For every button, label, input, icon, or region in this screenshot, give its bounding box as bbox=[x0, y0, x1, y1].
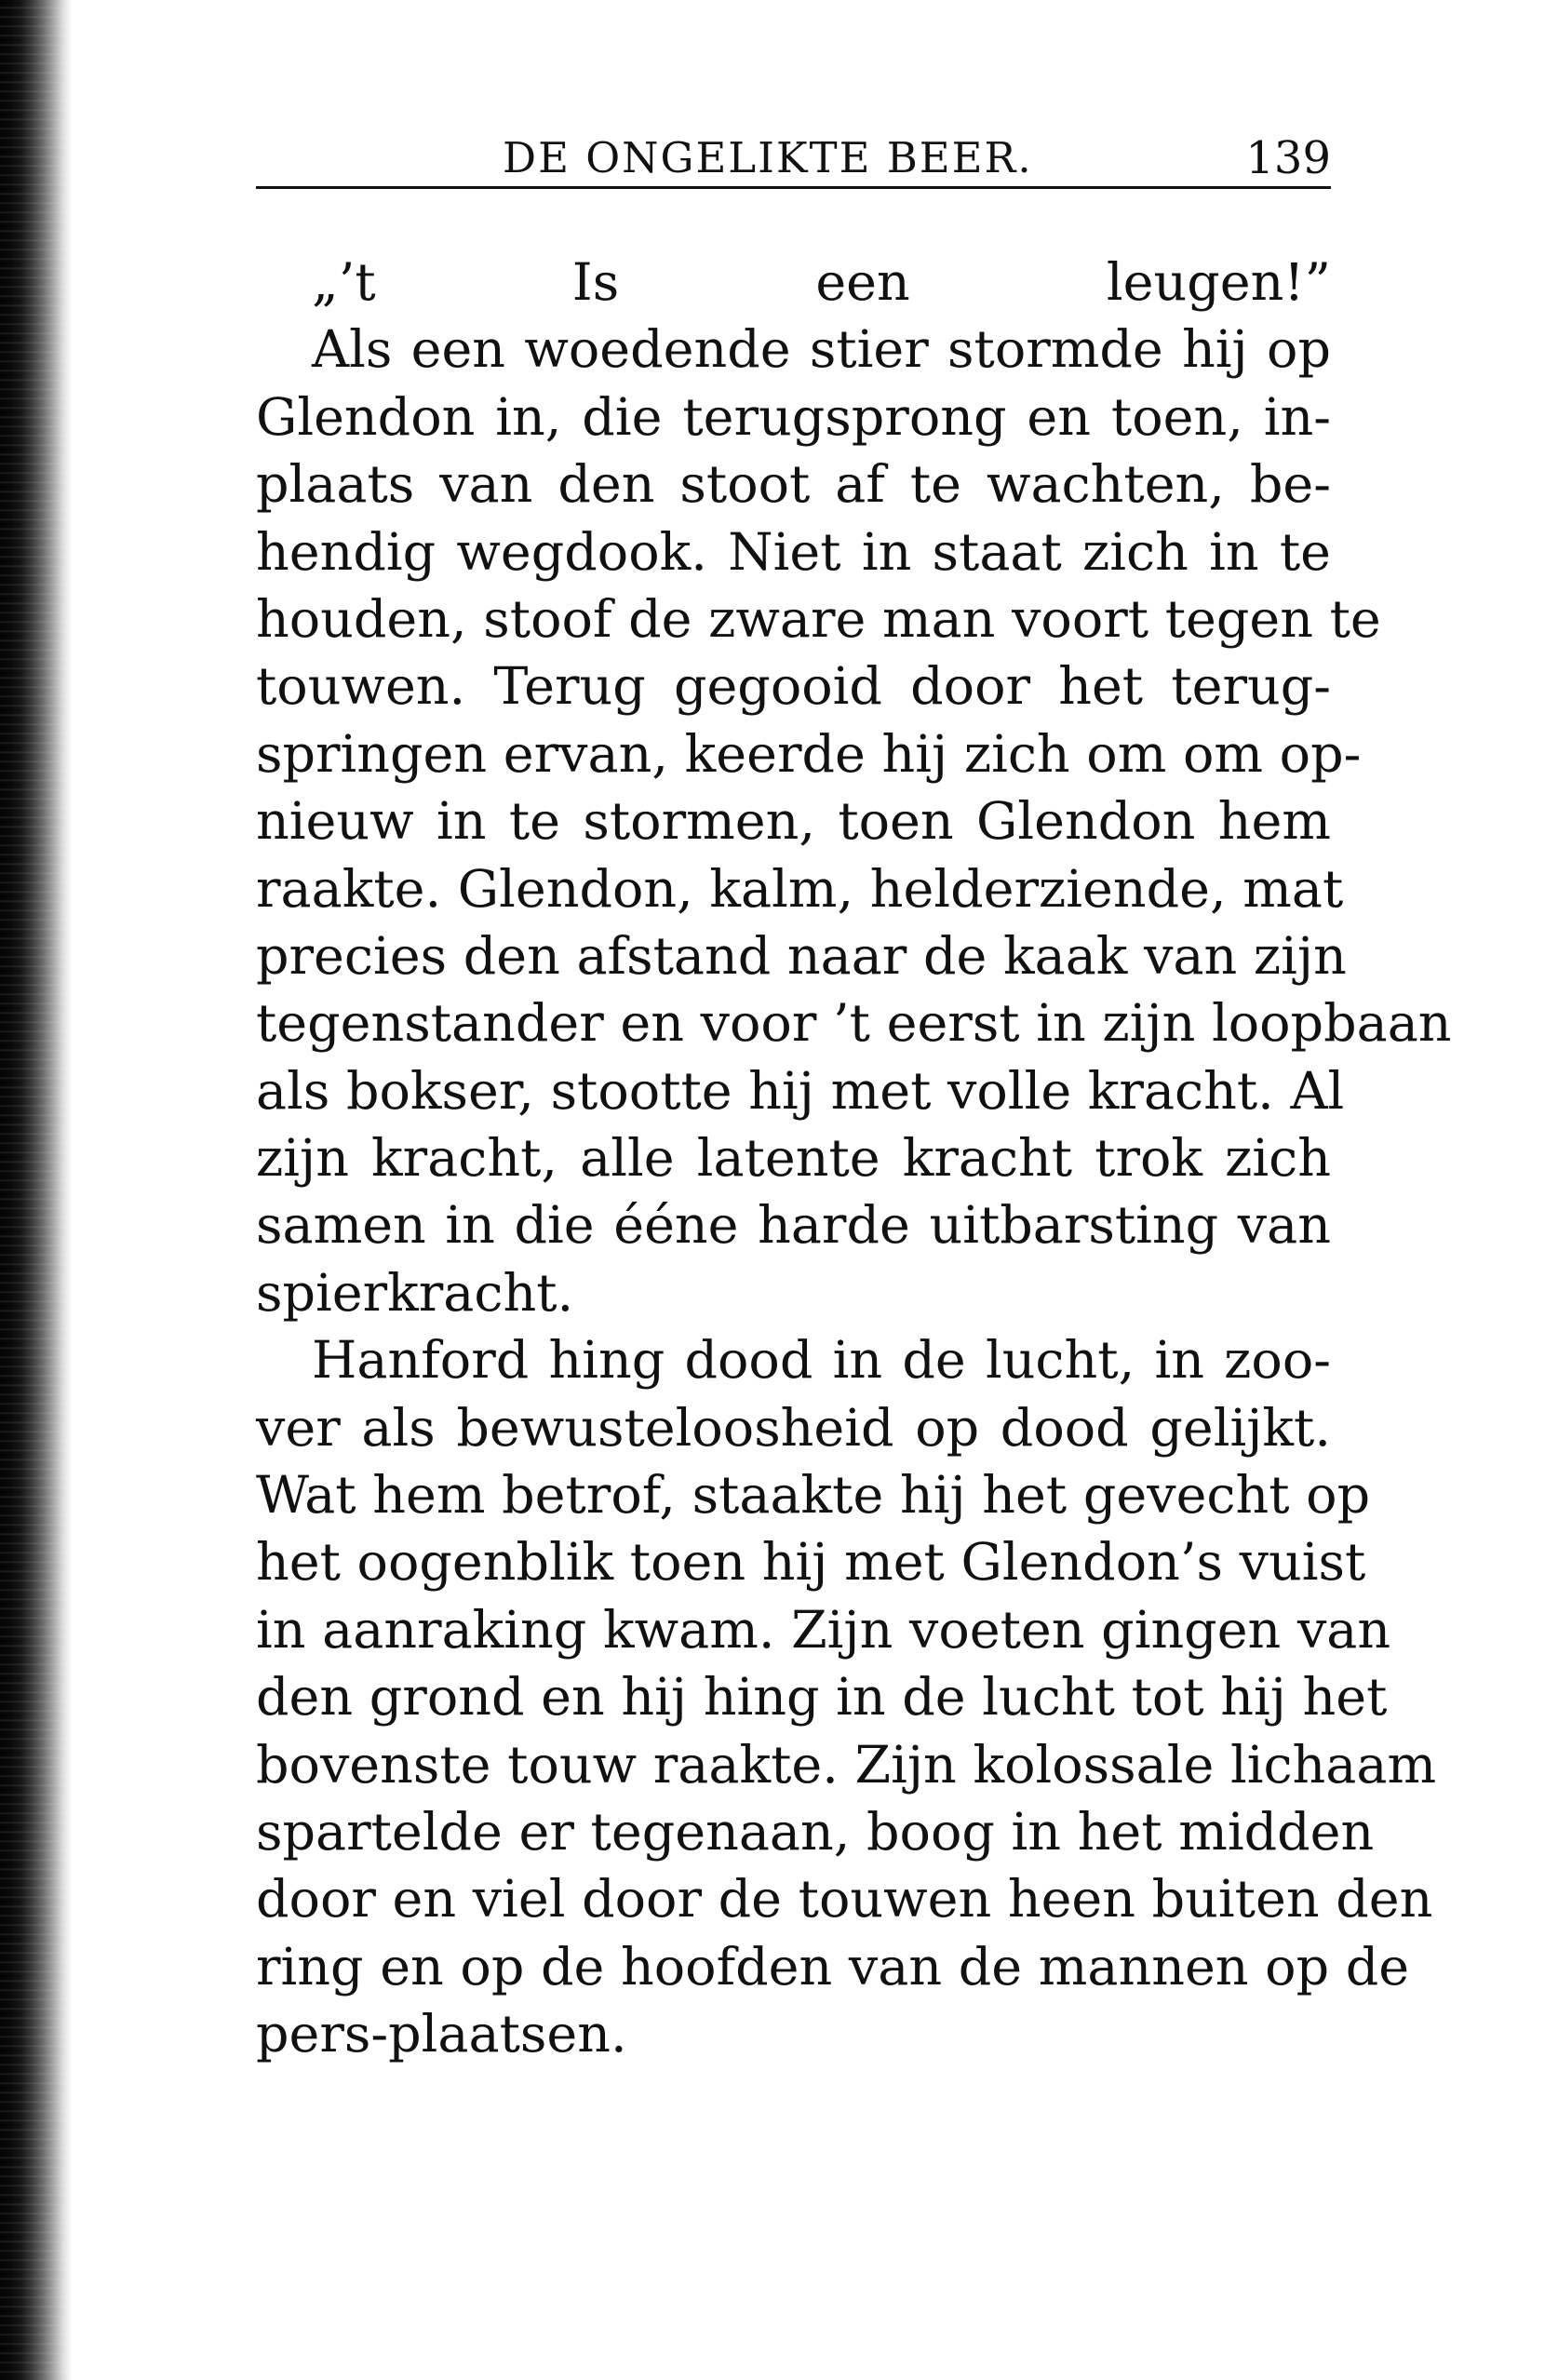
text-line: Als een woedende stier stormde hij op bbox=[312, 319, 1331, 381]
text-line: raakte. Glendon, kalm, helderziende, mat bbox=[256, 858, 1344, 920]
text-line: precies den afstand naar de kaak van zijn bbox=[256, 925, 1347, 987]
text-line: springen ervan, keerde hij zich om om op- bbox=[256, 723, 1362, 785]
running-title: DE ONGELIKTE BEER. bbox=[503, 133, 1033, 182]
text-line: samen in die ééne harde uitbarsting van bbox=[256, 1195, 1331, 1257]
text-line: plaats van den stoot af te wachten, be- bbox=[256, 454, 1331, 516]
text-line: touwen. Terug gegooid door het terug- bbox=[256, 656, 1331, 718]
text-line: houden, stoof de zware man voort tegen te bbox=[256, 588, 1381, 650]
text-line: spartelde er tegenaan, boog in het midden bbox=[256, 1801, 1375, 1862]
text-line: als bokser, stootte hij met volle kracht. Al bbox=[256, 1060, 1345, 1122]
text-line: zijn kracht, alle latente kracht trok zich bbox=[256, 1128, 1331, 1190]
text-line: spierkracht. bbox=[256, 1262, 574, 1324]
page-number: 139 bbox=[1245, 132, 1331, 184]
text-line: ver als bewusteloosheid op dood gelijkt. bbox=[256, 1397, 1331, 1459]
text-line: Hanford hing dood in de lucht, in zoo- bbox=[312, 1330, 1331, 1392]
text-line: ring en op de hoofden van de mannen op de bbox=[256, 1936, 1410, 1997]
text-line: tegenstander en voor ’t eerst in zijn loopbaan bbox=[256, 993, 1452, 1055]
scanned-binding-edge bbox=[0, 0, 73, 2380]
body-text bbox=[256, 249, 1452, 2069]
page-header bbox=[256, 130, 1331, 189]
text-line: pers-plaatsen. bbox=[256, 2004, 627, 2065]
text-line: bovenste touw raakte. Zijn kolossale lichaam bbox=[256, 1734, 1437, 1795]
text-line: het oogenblik toen hij met Glendon’s vuist bbox=[256, 1532, 1366, 1593]
text-line: in aanraking kwam. Zijn voeten gingen van bbox=[256, 1599, 1391, 1661]
text-line: nieuw in te stormen, toen Glendon hem bbox=[256, 791, 1331, 853]
text-line: door en viel door de touwen heen buiten den bbox=[256, 1869, 1433, 1930]
text-line: Glendon in, die terugsprong en toen, in- bbox=[256, 386, 1331, 448]
text-line: „’t Is een leugen!” bbox=[312, 252, 1331, 313]
text-line: den grond en hij hing in de lucht tot hij het bbox=[256, 1667, 1388, 1728]
text-line: hendig wegdook. Niet in staat zich in te bbox=[256, 521, 1331, 583]
text-line: Wat hem betrof, staakte hij het gevecht op bbox=[256, 1465, 1371, 1526]
